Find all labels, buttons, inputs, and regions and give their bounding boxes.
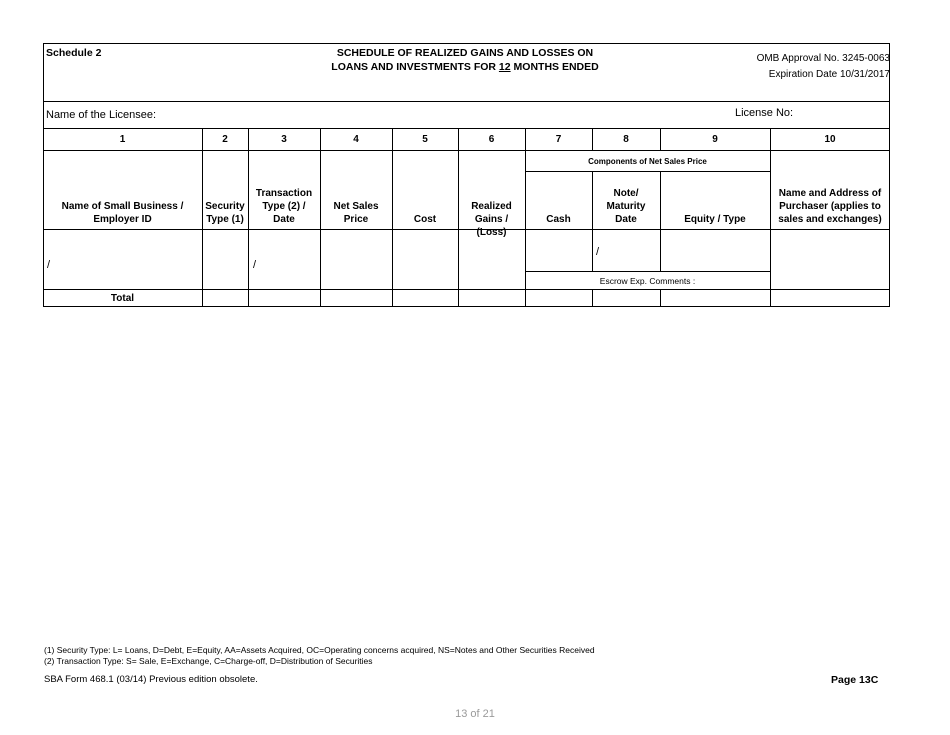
escrow-comments-label: Escrow Exp. Comments : <box>599 276 696 286</box>
col-number-2: 2 <box>222 134 228 145</box>
footnote-security-type: (1) Security Type: L= Loans, D=Debt, E=Equity, AA=Assets Acquired, OC=Operating concerns acquired, NS=Notes and Other Securities Received <box>44 645 595 655</box>
col-number-1: 1 <box>119 134 126 145</box>
row-col1-slash: / <box>47 259 51 271</box>
col-number-6: 6 <box>488 134 495 145</box>
col-divider-7b <box>592 171 593 271</box>
col-divider-9 <box>770 128 771 307</box>
rule-title-bottom <box>43 101 890 102</box>
rule-colnum-bottom <box>43 150 890 151</box>
license-number-label: License No: <box>735 107 794 119</box>
form-identifier: SBA Form 468.1 (03/14) Previous edition obsolete. <box>44 674 258 685</box>
title-line-2-prefix: LOANS AND INVESTMENTS FOR <box>331 61 496 73</box>
footnote-transaction-type: (2) Transaction Type: S= Sale, E=Exchange, C=Charge-off, D=Distribution of Securities <box>44 656 373 666</box>
header-realized-gains: Realized Gains / (Loss) <box>471 201 512 238</box>
header-small-business: Name of Small Business / Employer ID <box>61 201 184 225</box>
header-cost: Cost <box>413 214 437 225</box>
page-label: Page 13C <box>831 674 879 686</box>
rule-total-top <box>43 289 890 290</box>
rule-components-bottom <box>525 171 770 172</box>
col-divider-4 <box>392 128 393 307</box>
header-note-maturity: Note/ Maturity Date <box>606 188 646 225</box>
col-divider-8b <box>660 171 661 271</box>
col-number-5: 5 <box>422 134 428 145</box>
title-line-1: SCHEDULE OF REALIZED GAINS AND LOSSES ON <box>336 47 594 59</box>
row-col8-slash: / <box>596 246 600 258</box>
licensee-name-label: Name of the Licensee: <box>46 109 157 121</box>
rule-escrow-top <box>525 271 770 272</box>
col-divider-8c <box>660 289 661 307</box>
col-divider-1 <box>202 128 203 307</box>
col-number-9: 9 <box>712 134 718 145</box>
col-number-10: 10 <box>824 134 836 145</box>
schedule-form <box>43 43 890 307</box>
omb-approval: OMB Approval No. 3245-0063 <box>756 53 890 64</box>
col-divider-2 <box>248 128 249 307</box>
header-transaction-type: Transaction Type (2) / Date <box>255 188 313 225</box>
months-value: 12 <box>498 61 511 73</box>
header-equity-type: Equity / Type <box>684 214 746 225</box>
page-counter: 13 of 21 <box>455 708 495 720</box>
col-number-7: 7 <box>555 134 562 145</box>
col-number-4: 4 <box>353 134 359 145</box>
col-divider-3 <box>320 128 321 307</box>
expiration-date: Expiration Date 10/31/2017 <box>768 69 890 80</box>
schedule-label: Schedule 2 <box>46 47 102 59</box>
rule-licensee-bottom <box>43 128 890 129</box>
total-label: Total <box>110 293 135 304</box>
header-net-sales-price: Net Sales Price <box>333 201 379 225</box>
col-divider-7c <box>592 289 593 307</box>
col-number-8: 8 <box>623 134 629 145</box>
header-purchaser: Name and Address of Purchaser (applies to sales and exchanges) <box>778 188 882 225</box>
title-line-2 <box>300 61 630 73</box>
row-col3-slash: / <box>253 259 257 271</box>
components-label: Components of Net Sales Price <box>588 157 707 166</box>
title-line-2-suffix: MONTHS ENDED <box>513 61 599 73</box>
header-security-type: Security Type (1) <box>205 201 245 225</box>
header-cash: Cash <box>546 214 571 225</box>
col-number-3: 3 <box>281 134 287 145</box>
